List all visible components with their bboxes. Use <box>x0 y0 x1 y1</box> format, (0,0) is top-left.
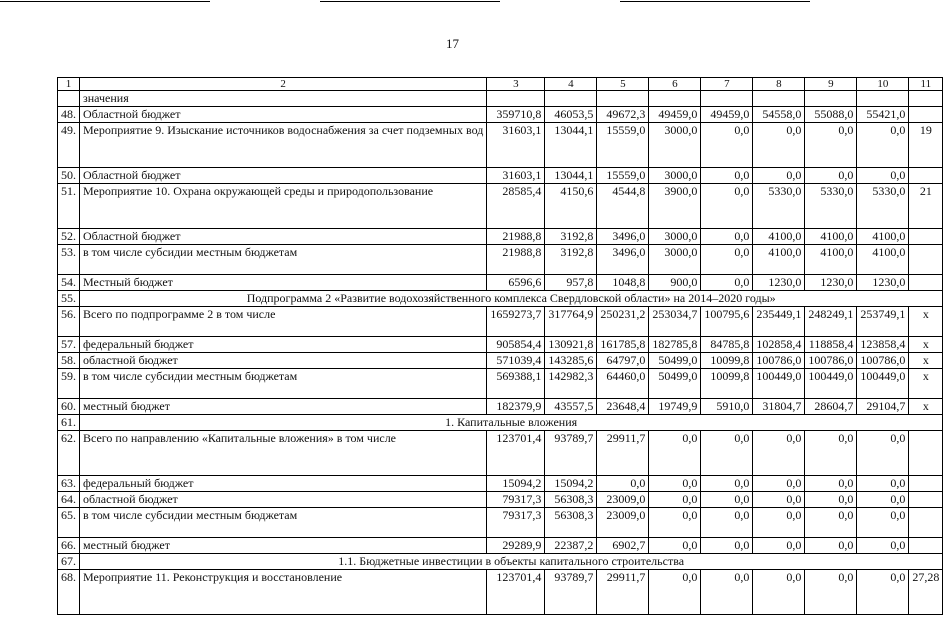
value-cell: 118858,4 <box>805 337 857 353</box>
value-cell: 49672,3 <box>597 107 649 123</box>
value-cell: 29911,7 <box>597 431 649 476</box>
value-cell: 64797,0 <box>597 353 649 369</box>
value-cell: 0,0 <box>597 476 649 492</box>
value-cell: 130921,8 <box>545 337 597 353</box>
value-cell: 0,0 <box>701 538 753 554</box>
reference-cell <box>909 168 943 184</box>
row-number-cell <box>58 91 80 107</box>
value-cell: 3496,0 <box>597 229 649 245</box>
table-row <box>58 353 943 369</box>
row-label-cell: Областной бюджет <box>80 168 487 184</box>
value-cell: 253034,7 <box>649 307 701 337</box>
value-cell: 905854,4 <box>487 337 545 353</box>
value-cell: 21988,8 <box>487 245 545 275</box>
value-cell: 6902,7 <box>597 538 649 554</box>
row-number-cell: 65. <box>58 508 80 538</box>
value-cell: 29911,7 <box>597 570 649 615</box>
column-header-5: 5 <box>597 78 649 91</box>
value-cell: 0,0 <box>701 476 753 492</box>
table-row <box>58 538 943 554</box>
reference-cell: x <box>909 353 943 369</box>
value-cell: 3496,0 <box>597 245 649 275</box>
value-cell: 3000,0 <box>649 245 701 275</box>
row-label-cell: Всего по подпрограмме 2 в том числе <box>80 307 487 337</box>
value-cell: 0,0 <box>701 492 753 508</box>
value-cell: 0,0 <box>701 168 753 184</box>
value-cell: 123701,4 <box>487 431 545 476</box>
value-cell: 0,0 <box>701 245 753 275</box>
row-number-cell: 64. <box>58 492 80 508</box>
row-label-cell: Местный бюджет <box>80 275 487 291</box>
value-cell: 4100,0 <box>857 245 909 275</box>
value-cell: 957,8 <box>545 275 597 291</box>
value-cell: 3192,8 <box>545 245 597 275</box>
value-cell: 0,0 <box>753 508 805 538</box>
value-cell: 0,0 <box>753 431 805 476</box>
section-title-cell: Подпрограмма 2 «Развитие водохозяйственного комплекса Свердловской области» на 2014–2020 годы» <box>80 291 943 307</box>
value-cell: 0,0 <box>857 476 909 492</box>
value-cell: 0,0 <box>649 570 701 615</box>
row-label-cell: местный бюджет <box>80 399 487 415</box>
row-number-cell: 54. <box>58 275 80 291</box>
row-label-cell: в том числе субсидии местным бюджетам <box>80 369 487 399</box>
table-row <box>58 399 943 415</box>
value-cell: 0,0 <box>805 570 857 615</box>
table-row <box>58 570 943 615</box>
row-number-cell: 63. <box>58 476 80 492</box>
value-cell: 0,0 <box>701 229 753 245</box>
value-cell: 0,0 <box>701 508 753 538</box>
value-cell: 161785,8 <box>597 337 649 353</box>
row-number-cell: 61. <box>58 415 80 431</box>
value-cell: 55421,0 <box>857 107 909 123</box>
row-label-cell: Областной бюджет <box>80 107 487 123</box>
value-cell: 15094,2 <box>487 476 545 492</box>
value-cell <box>649 91 701 107</box>
value-cell: 79317,3 <box>487 508 545 538</box>
value-cell: 100786,0 <box>805 353 857 369</box>
reference-cell: 27,28 <box>909 570 943 615</box>
row-number-cell: 62. <box>58 431 80 476</box>
value-cell: 0,0 <box>857 538 909 554</box>
reference-cell: x <box>909 307 943 337</box>
table-row <box>58 107 943 123</box>
table-row <box>58 229 943 245</box>
table-row <box>58 337 943 353</box>
value-cell <box>805 91 857 107</box>
value-cell: 1230,0 <box>857 275 909 291</box>
row-label-cell: в том числе субсидии местным бюджетам <box>80 508 487 538</box>
value-cell: 0,0 <box>753 123 805 168</box>
reference-cell: 21 <box>909 184 943 229</box>
column-header-3: 3 <box>487 78 545 91</box>
column-header-2: 2 <box>80 78 487 91</box>
table-row <box>58 245 943 275</box>
value-cell <box>753 91 805 107</box>
value-cell: 4100,0 <box>857 229 909 245</box>
table-row <box>58 431 943 476</box>
column-header-11: 11 <box>909 78 943 91</box>
value-cell: 4100,0 <box>753 229 805 245</box>
value-cell: 0,0 <box>753 492 805 508</box>
value-cell: 3192,8 <box>545 229 597 245</box>
value-cell: 0,0 <box>701 570 753 615</box>
value-cell: 28604,7 <box>805 399 857 415</box>
value-cell: 0,0 <box>701 275 753 291</box>
value-cell: 0,0 <box>753 570 805 615</box>
value-cell: 3900,0 <box>649 184 701 229</box>
value-cell: 0,0 <box>857 123 909 168</box>
value-cell: 1659273,7 <box>487 307 545 337</box>
row-number-cell: 60. <box>58 399 80 415</box>
value-cell: 1230,0 <box>753 275 805 291</box>
row-number-cell: 68. <box>58 570 80 615</box>
value-cell: 0,0 <box>649 476 701 492</box>
table-row <box>58 476 943 492</box>
row-label-cell: местный бюджет <box>80 538 487 554</box>
table-row <box>58 275 943 291</box>
value-cell: 49459,0 <box>701 107 753 123</box>
value-cell: 317764,9 <box>545 307 597 337</box>
row-label-cell: федеральный бюджет <box>80 476 487 492</box>
table-row <box>58 184 943 229</box>
column-header-4: 4 <box>545 78 597 91</box>
reference-cell <box>909 275 943 291</box>
value-cell: 6596,6 <box>487 275 545 291</box>
reference-cell <box>909 538 943 554</box>
value-cell: 0,0 <box>753 538 805 554</box>
value-cell: 0,0 <box>857 570 909 615</box>
value-cell: 123858,4 <box>857 337 909 353</box>
value-cell: 28585,4 <box>487 184 545 229</box>
row-number-cell: 53. <box>58 245 80 275</box>
value-cell: 359710,8 <box>487 107 545 123</box>
value-cell: 55088,0 <box>805 107 857 123</box>
value-cell: 5330,0 <box>857 184 909 229</box>
value-cell: 0,0 <box>857 431 909 476</box>
value-cell: 4100,0 <box>805 245 857 275</box>
section-title-cell: 1. Капитальные вложения <box>80 415 943 431</box>
row-label-cell: Мероприятие 10. Охрана окружающей среды и природопользование <box>80 184 487 229</box>
table-row <box>58 168 943 184</box>
section-row <box>58 291 943 307</box>
row-number-cell: 57. <box>58 337 80 353</box>
value-cell: 0,0 <box>805 508 857 538</box>
row-number-cell: 51. <box>58 184 80 229</box>
value-cell: 253749,1 <box>857 307 909 337</box>
table-row <box>58 492 943 508</box>
value-cell: 29289,9 <box>487 538 545 554</box>
column-header-10: 10 <box>857 78 909 91</box>
value-cell: 0,0 <box>701 184 753 229</box>
value-cell: 0,0 <box>649 492 701 508</box>
value-cell: 248249,1 <box>805 307 857 337</box>
value-cell: 0,0 <box>701 123 753 168</box>
value-cell: 0,0 <box>649 431 701 476</box>
value-cell: 0,0 <box>805 168 857 184</box>
value-cell: 182785,8 <box>649 337 701 353</box>
row-number-cell: 67. <box>58 554 80 570</box>
value-cell: 22387,2 <box>545 538 597 554</box>
value-cell <box>545 91 597 107</box>
value-cell: 0,0 <box>857 492 909 508</box>
value-cell: 0,0 <box>805 538 857 554</box>
table-row <box>58 307 943 337</box>
reference-cell <box>909 229 943 245</box>
value-cell: 1048,8 <box>597 275 649 291</box>
value-cell: 1230,0 <box>805 275 857 291</box>
value-cell: 49459,0 <box>649 107 701 123</box>
value-cell: 100795,6 <box>701 307 753 337</box>
value-cell: 13044,1 <box>545 168 597 184</box>
table-row <box>58 508 943 538</box>
value-cell: 5910,0 <box>701 399 753 415</box>
row-number-cell: 59. <box>58 369 80 399</box>
reference-cell <box>909 508 943 538</box>
value-cell: 569388,1 <box>487 369 545 399</box>
value-cell: 100786,0 <box>857 353 909 369</box>
row-label-cell: Мероприятие 9. Изыскание источников водоснабжения за счет подземных вод <box>80 123 487 168</box>
value-cell: 3000,0 <box>649 123 701 168</box>
reference-cell: x <box>909 337 943 353</box>
value-cell: 29104,7 <box>857 399 909 415</box>
value-cell: 54558,0 <box>753 107 805 123</box>
value-cell: 5330,0 <box>805 184 857 229</box>
value-cell: 21988,8 <box>487 229 545 245</box>
value-cell: 3000,0 <box>649 229 701 245</box>
row-label-cell: Областной бюджет <box>80 229 487 245</box>
value-cell: 100449,0 <box>857 369 909 399</box>
value-cell: 100449,0 <box>753 369 805 399</box>
value-cell: 93789,7 <box>545 431 597 476</box>
row-label-cell: областной бюджет <box>80 492 487 508</box>
value-cell: 3000,0 <box>649 168 701 184</box>
value-cell: 56308,3 <box>545 492 597 508</box>
row-label-cell: Всего по направлению «Капитальные вложения» в том числе <box>80 431 487 476</box>
value-cell: 0,0 <box>805 476 857 492</box>
value-cell: 571039,4 <box>487 353 545 369</box>
value-cell: 10099,8 <box>701 353 753 369</box>
value-cell: 900,0 <box>649 275 701 291</box>
value-cell: 142982,3 <box>545 369 597 399</box>
row-number-cell: 50. <box>58 168 80 184</box>
column-header-8: 8 <box>753 78 805 91</box>
row-number-cell: 66. <box>58 538 80 554</box>
value-cell <box>701 91 753 107</box>
section-title-cell: 1.1. Бюджетные инвестиции в объекты капитального строительства <box>80 554 943 570</box>
value-cell: 0,0 <box>805 492 857 508</box>
value-cell: 123701,4 <box>487 570 545 615</box>
value-cell: 0,0 <box>805 123 857 168</box>
row-number-cell: 55. <box>58 291 80 307</box>
row-label-cell: Мероприятие 11. Реконструкция и восстановление <box>80 570 487 615</box>
value-cell: 50499,0 <box>649 353 701 369</box>
value-cell: 23648,4 <box>597 399 649 415</box>
table-row <box>58 123 943 168</box>
page-number: 17 <box>446 36 459 51</box>
top-edge-rule <box>0 0 905 3</box>
value-cell: 4150,6 <box>545 184 597 229</box>
value-cell: 0,0 <box>805 431 857 476</box>
value-cell: 15559,0 <box>597 168 649 184</box>
value-cell: 4100,0 <box>805 229 857 245</box>
reference-cell: 19 <box>909 123 943 168</box>
value-cell: 93789,7 <box>545 570 597 615</box>
value-cell: 0,0 <box>857 508 909 538</box>
budget-table <box>57 77 943 615</box>
value-cell: 102858,4 <box>753 337 805 353</box>
column-header-9: 9 <box>805 78 857 91</box>
row-label-cell: федеральный бюджет <box>80 337 487 353</box>
value-cell: 100449,0 <box>805 369 857 399</box>
column-header-row <box>58 78 943 91</box>
row-number-cell: 49. <box>58 123 80 168</box>
value-cell: 64460,0 <box>597 369 649 399</box>
row-label-cell: в том числе субсидии местным бюджетам <box>80 245 487 275</box>
value-cell: 15094,2 <box>545 476 597 492</box>
value-cell: 23009,0 <box>597 508 649 538</box>
value-cell: 0,0 <box>753 476 805 492</box>
reference-cell <box>909 91 943 107</box>
row-label-cell: значения <box>80 91 487 107</box>
reference-cell <box>909 431 943 476</box>
reference-cell <box>909 107 943 123</box>
value-cell: 4100,0 <box>753 245 805 275</box>
column-header-7: 7 <box>701 78 753 91</box>
value-cell: 0,0 <box>649 538 701 554</box>
value-cell: 250231,2 <box>597 307 649 337</box>
value-cell: 79317,3 <box>487 492 545 508</box>
reference-cell <box>909 245 943 275</box>
value-cell: 10099,8 <box>701 369 753 399</box>
value-cell: 5330,0 <box>753 184 805 229</box>
section-row <box>58 415 943 431</box>
value-cell: 4544,8 <box>597 184 649 229</box>
value-cell: 0,0 <box>701 431 753 476</box>
row-number-cell: 56. <box>58 307 80 337</box>
row-number-cell: 52. <box>58 229 80 245</box>
row-label-cell: областной бюджет <box>80 353 487 369</box>
column-header-6: 6 <box>649 78 701 91</box>
value-cell: 23009,0 <box>597 492 649 508</box>
value-cell: 31603,1 <box>487 123 545 168</box>
value-cell: 19749,9 <box>649 399 701 415</box>
value-cell: 143285,6 <box>545 353 597 369</box>
value-cell: 0,0 <box>649 508 701 538</box>
value-cell: 235449,1 <box>753 307 805 337</box>
value-cell: 50499,0 <box>649 369 701 399</box>
value-cell <box>487 91 545 107</box>
reference-cell: x <box>909 369 943 399</box>
table-row <box>58 369 943 399</box>
value-cell: 46053,5 <box>545 107 597 123</box>
row-number-cell: 48. <box>58 107 80 123</box>
value-cell: 31804,7 <box>753 399 805 415</box>
value-cell: 43557,5 <box>545 399 597 415</box>
reference-cell <box>909 476 943 492</box>
row-number-cell: 58. <box>58 353 80 369</box>
table-row <box>58 91 943 107</box>
reference-cell: x <box>909 399 943 415</box>
value-cell: 31603,1 <box>487 168 545 184</box>
value-cell <box>857 91 909 107</box>
reference-cell <box>909 492 943 508</box>
column-header-1: 1 <box>58 78 80 91</box>
value-cell: 56308,3 <box>545 508 597 538</box>
value-cell: 15559,0 <box>597 123 649 168</box>
value-cell <box>597 91 649 107</box>
value-cell: 0,0 <box>857 168 909 184</box>
value-cell: 0,0 <box>753 168 805 184</box>
value-cell: 84785,8 <box>701 337 753 353</box>
value-cell: 100786,0 <box>753 353 805 369</box>
value-cell: 182379,9 <box>487 399 545 415</box>
value-cell: 13044,1 <box>545 123 597 168</box>
section-row <box>58 554 943 570</box>
